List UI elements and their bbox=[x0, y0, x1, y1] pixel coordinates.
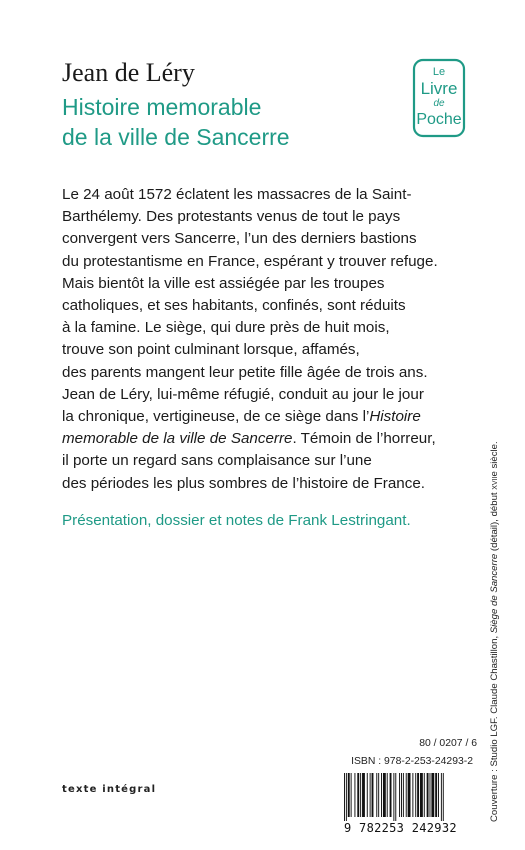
cover-credit bbox=[489, 441, 500, 822]
edition-label: texte intégral bbox=[62, 784, 157, 795]
blurb-text-segment: . Témoin de l’horreur, bbox=[292, 430, 436, 448]
barcode-bar bbox=[381, 773, 382, 817]
blurb-line: des périodes les plus sombres de l’histoire de France. bbox=[62, 474, 425, 492]
blurb-title-italic: Histoire bbox=[369, 408, 421, 426]
blurb-line: trouve son point culminant lorsque, affamés, bbox=[62, 341, 360, 359]
barcode-bar bbox=[376, 773, 377, 817]
barcode-bar bbox=[403, 773, 404, 817]
barcode-bar bbox=[378, 773, 379, 817]
blurb-text-segment: la chronique, vertigineuse, de ce siège dans l’ bbox=[62, 408, 370, 426]
cover-credit-segment: e siècle. bbox=[489, 441, 500, 477]
cover-credit-century: XVII bbox=[492, 476, 499, 490]
blurb-line: convergent vers Sancerre, l’un des derniers bastions bbox=[62, 230, 417, 248]
blurb-text bbox=[62, 184, 472, 495]
barcode-bar bbox=[401, 773, 402, 817]
barcode-bar bbox=[348, 773, 350, 817]
barcode-bar bbox=[370, 773, 371, 817]
product-code: 80 / 0207 / 6 bbox=[419, 738, 477, 749]
barcode-bar bbox=[415, 773, 416, 817]
blurb-line: Jean de Léry, lui-même réfugié, conduit au jour le jour bbox=[62, 385, 424, 403]
barcode-bars bbox=[340, 773, 482, 821]
barcode-bar bbox=[406, 773, 407, 817]
publisher-logo bbox=[412, 58, 466, 138]
barcode-bar bbox=[438, 773, 439, 817]
barcode-bar bbox=[372, 773, 374, 817]
blurb-line: catholiques, et ses habitants, confinés, sont réduits bbox=[62, 297, 406, 315]
title-line-1: Histoire memorable bbox=[62, 94, 262, 120]
blurb-line: Barthélemy. Des protestants venus de tout le pays bbox=[62, 208, 401, 226]
editorial-credits: Présentation, dossier et notes de Frank Lestringant. bbox=[62, 512, 411, 529]
blurb-line: des parents mangent leur petite fille âgée de trois ans. bbox=[62, 363, 428, 381]
barcode-bar bbox=[417, 773, 419, 817]
barcode-bar bbox=[443, 773, 444, 821]
blurb-line: du protestantisme en France, espérant y trouver refuge. bbox=[62, 252, 438, 270]
barcode-bar bbox=[395, 773, 396, 821]
barcode-bar bbox=[367, 773, 368, 817]
blurb-line: il porte un regard sans complaisance sur l’une bbox=[62, 452, 372, 470]
isbn-number: ISBN : 978-2-253-24293-2 bbox=[351, 756, 473, 767]
barcode-bar bbox=[344, 773, 345, 821]
barcode-bar bbox=[354, 773, 355, 817]
logo-poche: Poche bbox=[416, 111, 462, 128]
blurb-line: Le 24 août 1572 éclatent les massacres de la Saint- bbox=[62, 186, 412, 203]
barcode-bar bbox=[441, 773, 442, 821]
blurb-line bbox=[62, 406, 472, 428]
logo-de: de bbox=[433, 98, 445, 109]
barcode-bar bbox=[383, 773, 386, 817]
blurb-line: à la famine. Le siège, qui dure près de huit mois, bbox=[62, 319, 390, 337]
barcode-bar bbox=[360, 773, 361, 817]
barcode-digits: 9 782253 242932 bbox=[344, 821, 457, 835]
logo-livre: Livre bbox=[420, 79, 458, 98]
barcode-bar bbox=[420, 773, 423, 817]
barcode-bar bbox=[427, 773, 429, 817]
barcode-bar bbox=[430, 773, 431, 817]
barcode-bar bbox=[387, 773, 388, 817]
book-title bbox=[62, 92, 290, 152]
logo-le: Le bbox=[432, 66, 446, 78]
barcode-bar bbox=[362, 773, 365, 817]
blurb-title-italic: memorable de la ville de Sancerre bbox=[62, 430, 293, 448]
barcode-bar bbox=[412, 773, 413, 817]
barcode-bar bbox=[431, 773, 434, 817]
blurb-line bbox=[62, 428, 472, 450]
barcode-bar bbox=[424, 773, 425, 817]
barcode-bar bbox=[435, 773, 437, 817]
barcode-bar bbox=[357, 773, 359, 817]
barcode-bar bbox=[390, 773, 392, 817]
title-line-2: de la ville de Sancerre bbox=[62, 124, 290, 150]
cover-credit-segment: (détail), début bbox=[489, 489, 500, 554]
cover-credit-segment: Couverture : Studio LGF. Claude Chastillon, bbox=[489, 633, 500, 822]
barcode-bar bbox=[408, 773, 411, 817]
cover-credit-title: Siège de Sancerre bbox=[489, 553, 500, 634]
blurb-line: Mais bientôt la ville est assiégée par les troupes bbox=[62, 274, 385, 292]
barcode-bar bbox=[351, 773, 352, 817]
author-name: Jean de Léry bbox=[62, 58, 195, 87]
barcode-bar bbox=[393, 773, 394, 821]
barcode-bar bbox=[399, 773, 400, 817]
barcode-bar bbox=[346, 773, 347, 821]
